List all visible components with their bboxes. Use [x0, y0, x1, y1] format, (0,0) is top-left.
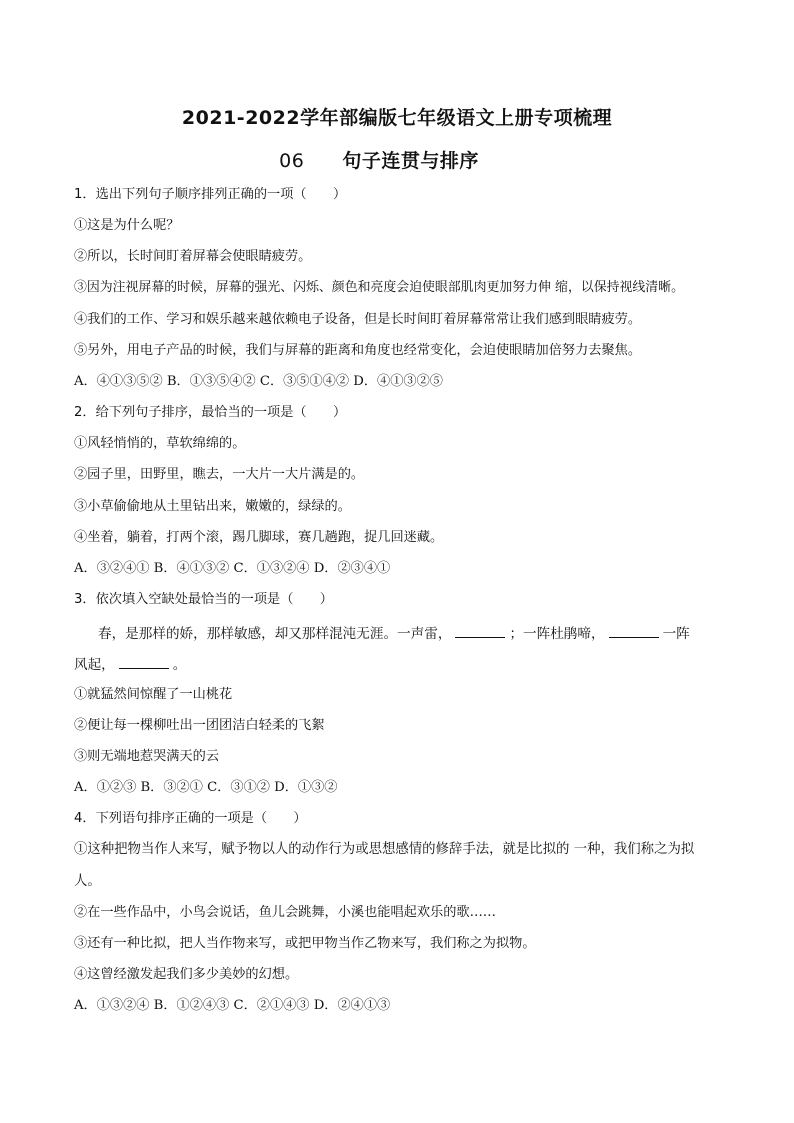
blank-2 [609, 623, 659, 638]
question-3-sentence-1: ①就猛然间惊醒了一山桃花 [74, 687, 233, 702]
section-title: 句子连贯与排序 [342, 150, 479, 172]
question-3-sentence-2: ②便让每一棵柳吐出一团团洁白轻柔的飞絮 [74, 718, 325, 733]
question-4-sentence-3: ③还有一种比拟，把人当作物来写，或把甲物当作乙物来写，我们称之为拟物。 [74, 936, 536, 951]
question-1-sentence-5: ⑤另外，用电子产品的时候，我们与屏幕的距离和角度也经常变化，会迫使眼睛加倍努力去聚焦。 [74, 343, 642, 358]
question-3-stem: 3．依次填入空缺处最恰当的一项是（ ） [74, 592, 333, 607]
blank-3 [119, 654, 169, 669]
blank-1 [455, 623, 505, 638]
question-4-sentence-2: ②在一些作品中，小鸟会说话，鱼儿会跳舞，小溪也能唱起欢乐的歌…… [74, 905, 496, 920]
question-4-sentence-4: ④这曾经激发起我们多少美妙的幻想。 [74, 967, 299, 982]
question-4-sentence-1-cont: 人。 [74, 874, 101, 889]
question-1-sentence-2: ②所以，长时间盯着屏幕会使眼睛疲劳。 [74, 249, 312, 264]
question-1-sentence-1: ①这是为什么呢？ [74, 218, 180, 233]
document-subtitle [0, 146, 776, 173]
section-number: 06 [279, 150, 305, 172]
question-2-options: A．③②④① B．④①③② C．①③②④ D．②③④① [74, 561, 391, 576]
question-4-sentence-1: ①这种把物当作人来写，赋予物以人的动作行为或思想感情的修辞手法，就是比拟的 一种，我们称之为拟 [74, 842, 695, 857]
question-1-stem: 1．选出下列句子顺序排列正确的一项（ ） [74, 187, 347, 202]
passage-text-d: 风起， [74, 657, 115, 673]
question-1-options: A．④①③⑤② B．①③⑤④② C．③⑤①④② D．④①③②⑤ [74, 374, 443, 389]
question-1-sentence-3: ③因为注视屏幕的时候，屏幕的强光、闪烁、颜色和亮度会迫使眼部肌肉更加努力伸 缩，以保持视线清晰。 [74, 280, 684, 295]
question-3-sentence-3: ③则无端地惹哭满天的云 [74, 749, 220, 764]
question-2-sentence-3: ③小草偷偷地从土里钻出来，嫩嫩的，绿绿的。 [74, 499, 351, 514]
question-2-stem: 2．给下列句子排序，最恰当的一项是（ ） [74, 405, 347, 420]
question-2-sentence-2: ②园子里，田野里，瞧去，一大片一大片满是的。 [74, 467, 365, 482]
document-title: 2021-2022学年部编版七年级语文上册专项梳理 [181, 107, 613, 129]
question-3-passage-line-1 [98, 623, 758, 643]
question-1-sentence-4: ④我们的工作、学习和娱乐越来越依赖电子设备，但是长时间盯着屏幕常常让我们感到眼睛疲劳。 [74, 312, 642, 327]
question-3-options: A．①②③ B．③②① C．③①② D．①③② [74, 780, 338, 795]
passage-text-c: 一阵 [662, 626, 690, 642]
question-2-sentence-1: ①风轻悄悄的，草软绵绵的。 [74, 436, 246, 451]
question-2-sentence-4: ④坐着，躺着，打两个滚，踢几脚球，赛几趟跑，捉几回迷藏。 [74, 530, 444, 545]
question-3-passage-line-2 [74, 654, 734, 674]
question-4-options: A．①③②④ B．①②④③ C．②①④③ D．②④①③ [74, 998, 391, 1013]
passage-text-a: 春，是那样的娇，那样敏感，却又那样混沌无涯。一声雷， [98, 626, 452, 642]
passage-text-e: 。 [172, 657, 187, 673]
question-4-stem: 4．下列语句排序正确的一项是（ ） [74, 811, 307, 826]
passage-text-b: ；一阵杜鹃啼， [509, 626, 605, 642]
